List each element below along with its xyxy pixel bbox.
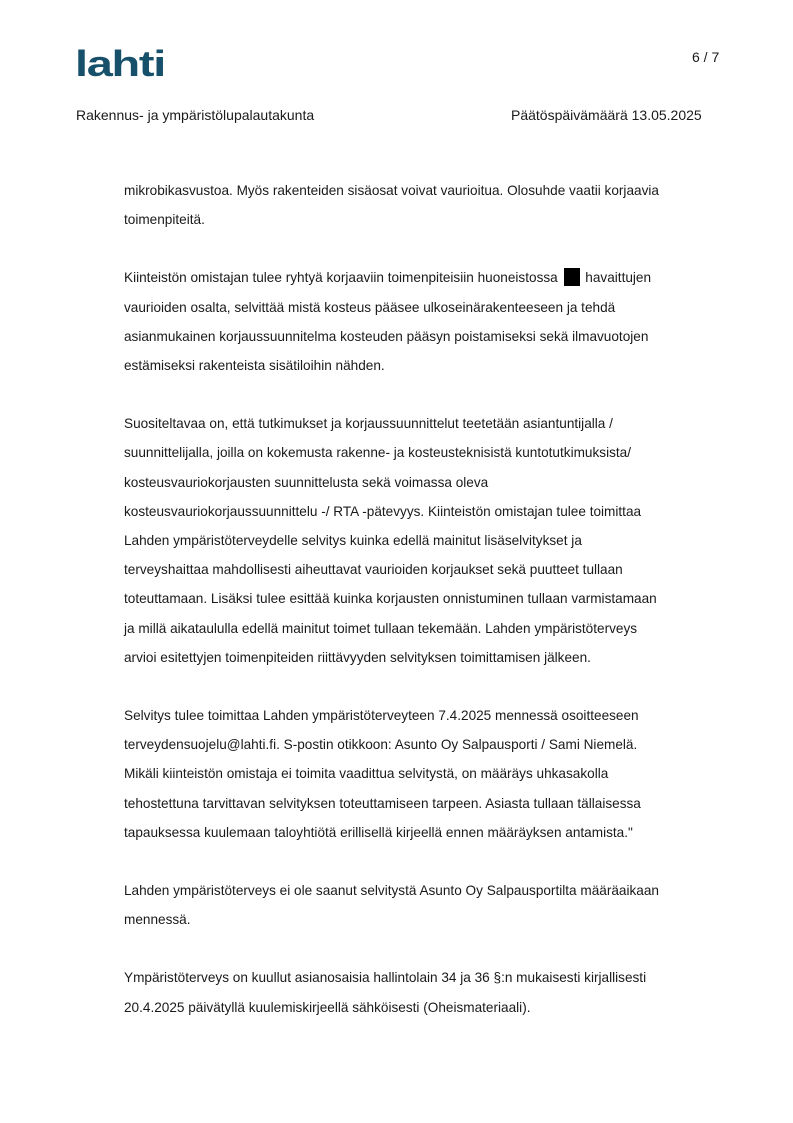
lahti-logo xyxy=(75,46,167,82)
text-line: arvioi esitettyjen toimenpiteiden riittävyyden selvityksen toimittamisen jälkeen. xyxy=(124,649,591,665)
document-body xyxy=(124,176,724,1051)
text-line: tehostettuna tarvittavan selvityksen toteuttamiseen tarpeen. Asiasta tullaan tällaisessa xyxy=(124,795,641,811)
paragraph-1 xyxy=(124,176,724,234)
text-line: 20.4.2025 päivätyllä kuulemiskirjeellä sähköisesti (Oheismateriaali). xyxy=(124,999,531,1015)
redaction-box xyxy=(564,268,580,286)
paragraph-2 xyxy=(124,263,724,380)
text-line: mikrobikasvustoa. Myös rakenteiden sisäosat voivat vaurioitua. Olosuhde vaatii korjaavia xyxy=(124,183,659,198)
decision-date: Päätöspäivämäärä 13.05.2025 xyxy=(511,107,702,123)
text-line: estämiseksi rakenteista sisätiloihin nähden. xyxy=(124,358,385,374)
paragraph-3 xyxy=(124,409,724,672)
text-line: terveyshaittaa mahdollisesti aiheuttavat vaurioiden korjaukset sekä puutteet tullaan xyxy=(124,562,623,578)
text-line-with-redaction xyxy=(124,263,724,292)
text-line: Mikäli kiinteistön omistaja ei toimita vaadittua selvitystä, on määräys uhkasakolla xyxy=(124,766,609,782)
logo-text: lahti xyxy=(75,46,165,82)
text-line: Lahden ympäristöterveys ei ole saanut selvitystä Asunto Oy Salpausportilta määräaikaan xyxy=(124,883,659,899)
text-line: kosteusvauriokorjaussuunnittelu -/ RTA -pätevyys. Kiinteistön omistajan tulee toimittaa xyxy=(124,503,642,519)
paragraph-5 xyxy=(124,876,724,934)
text-line: Ympäristöterveys on kuullut asianosaisia hallintolain 34 ja 36 §:n mukaisesti kirjallisesti xyxy=(124,970,647,986)
text-line: Lahden ympäristöterveydelle selvitys kuinka edellä mainitut lisäselvitykset ja xyxy=(124,533,582,549)
text-line: vaurioiden osalta, selvittää mistä kosteus pääsee ulkoseinärakenteeseen ja tehdä xyxy=(124,299,616,315)
text-line: suunnittelijalla, joilla on kokemusta rakenne- ja kosteusteknisistä kuntotutkimuksista/ xyxy=(124,445,631,461)
text-line: ja millä aikataululla edellä mainitut toimet tullaan tekemään. Lahden ympäristöterveys xyxy=(124,620,638,636)
text-line: Selvitys tulee toimittaa Lahden ympäristöterveyteen 7.4.2025 mennessä osoitteeseen xyxy=(124,708,639,724)
text-line: Suositeltavaa on, että tutkimukset ja korjaussuunnittelut teetetään asiantuntijalla / xyxy=(124,416,613,432)
text-line-part: havaittujen xyxy=(585,270,652,286)
text-line: toimenpiteitä. xyxy=(124,212,205,228)
page-number: 6 / 7 xyxy=(692,49,720,65)
text-line-part: Kiinteistön omistajan tulee ryhtyä korjaaviin toimenpiteisiin huoneistossa xyxy=(124,270,558,286)
organization-name: Rakennus- ja ympäristölupalautakunta xyxy=(76,107,315,123)
text-line: tapauksessa kuulemaan taloyhtiötä erillisellä kirjeellä ennen määräyksen antamista." xyxy=(124,824,633,840)
text-line: asianmukainen korjaussuunnitelma kosteuden pääsyn poistamiseksi sekä ilmavuotojen xyxy=(124,328,649,344)
text-line: kosteusvauriokorjausten suunnittelusta sekä voimassa oleva xyxy=(124,474,489,490)
paragraph-4 xyxy=(124,701,724,847)
text-line: terveydensuojelu@lahti.fi. S-postin otikkoon: Asunto Oy Salpausporti / Sami Niemelä. xyxy=(124,737,638,753)
text-line: toteuttamaan. Lisäksi tulee esittää kuinka korjausten onnistuminen tullaan varmistamaan xyxy=(124,591,657,607)
paragraph-6 xyxy=(124,963,724,1021)
text-line: mennessä. xyxy=(124,912,191,928)
